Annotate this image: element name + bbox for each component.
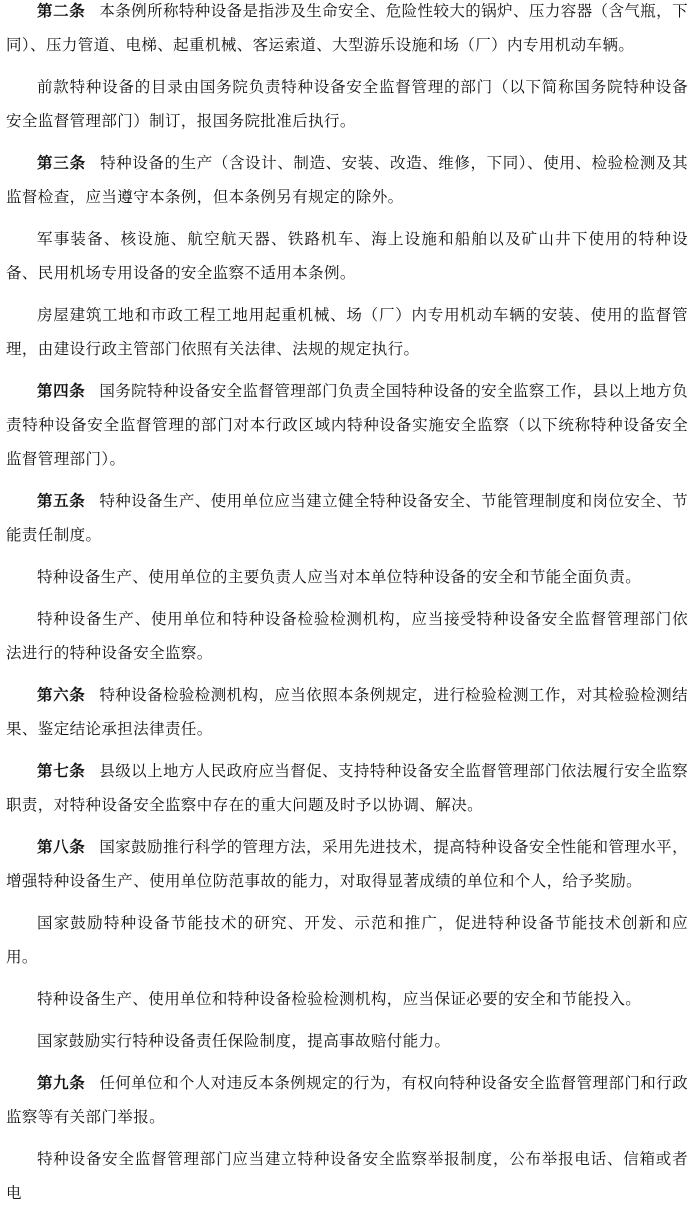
paragraph-text: 特种设备安全监督管理部门应当建立特种设备安全监察举报制度，公布举报电话、信箱或者电	[6, 1150, 688, 1202]
paragraph	[0, 70, 700, 138]
paragraph-text: 国家鼓励实行特种设备责任保险制度，提高事故赔付能力。	[37, 1032, 451, 1050]
paragraph-text: 国务院特种设备安全监督管理部门负责全国特种设备的安全监察工作，县以上地方负责特种设备安全监督管理的部门对本行政区域内特种设备实施安全监察（以下统称特种设备安全监督管理部门）。	[6, 382, 688, 468]
paragraph-text: 军事装备、核设施、航空航天器、铁路机车、海上设施和船舶以及矿山井下使用的特种设备、民用机场专用设备的安全监察不适用本条例。	[6, 230, 688, 282]
paragraph-article-6	[0, 678, 700, 746]
paragraph	[0, 222, 700, 290]
article-heading: 第九条	[37, 1074, 86, 1092]
article-heading: 第七条	[37, 762, 86, 780]
article-heading: 第二条	[37, 2, 86, 20]
paragraph-article-4	[0, 374, 700, 476]
paragraph-article-3	[0, 146, 700, 214]
paragraph	[0, 298, 700, 366]
article-heading: 第八条	[37, 838, 86, 856]
paragraph	[0, 982, 700, 1016]
article-heading: 第三条	[37, 154, 86, 172]
paragraph-text: 县级以上地方人民政府应当督促、支持特种设备安全监督管理部门依法履行安全监察职责，对特种设备安全监察中存在的重大问题及时予以协调、解决。	[6, 762, 688, 814]
paragraph-article-9	[0, 1066, 700, 1134]
paragraph-text: 任何单位和个人对违反本条例规定的行为，有权向特种设备安全监督管理部门和行政监察等有关部门举报。	[6, 1074, 688, 1126]
paragraph-article-8	[0, 830, 700, 898]
paragraph-text: 国家鼓励特种设备节能技术的研究、开发、示范和推广，促进特种设备节能技术创新和应用。	[6, 914, 688, 966]
paragraph	[0, 1142, 700, 1210]
paragraph-text: 本条例所称特种设备是指涉及生命安全、危险性较大的锅炉、压力容器（含气瓶，下同）、压力管道、电梯、起重机械、客运索道、大型游乐设施和场（厂）内专用机动车辆。	[6, 2, 688, 54]
article-heading: 第五条	[37, 492, 86, 510]
paragraph-text: 特种设备生产、使用单位和特种设备检验检测机构，应当接受特种设备安全监督管理部门依法进行的特种设备安全监察。	[6, 610, 688, 662]
paragraph-article-2	[0, 0, 700, 62]
article-heading: 第六条	[37, 686, 86, 704]
paragraph-text: 房屋建筑工地和市政工程工地用起重机械、场（厂）内专用机动车辆的安装、使用的监督管理，由建设行政主管部门依照有关法律、法规的规定执行。	[6, 306, 688, 358]
paragraph	[0, 602, 700, 670]
paragraph	[0, 906, 700, 974]
paragraph	[0, 1024, 700, 1058]
paragraph-text: 特种设备生产、使用单位和特种设备检验检测机构，应当保证必要的安全和节能投入。	[37, 990, 642, 1008]
paragraph-article-5	[0, 484, 700, 552]
paragraph-text: 特种设备检验检测机构，应当依照本条例规定，进行检验检测工作，对其检验检测结果、鉴定结论承担法律责任。	[6, 686, 688, 738]
paragraph	[0, 560, 700, 594]
paragraph-text: 特种设备的生产（含设计、制造、安装、改造、维修，下同）、使用、检验检测及其监督检查，应当遵守本条例，但本条例另有规定的除外。	[6, 154, 688, 206]
paragraph-text: 国家鼓励推行科学的管理方法，采用先进技术，提高特种设备安全性能和管理水平，增强特种设备生产、使用单位防范事故的能力，对取得显著成绩的单位和个人，给予奖励。	[6, 838, 688, 890]
paragraph-text: 特种设备生产、使用单位应当建立健全特种设备安全、节能管理制度和岗位安全、节能责任制度。	[6, 492, 688, 544]
article-heading: 第四条	[37, 382, 86, 400]
paragraph-article-7	[0, 754, 700, 822]
paragraph-text: 前款特种设备的目录由国务院负责特种设备安全监督管理的部门（以下简称国务院特种设备安全监督管理部门）制订，报国务院批准后执行。	[6, 78, 688, 130]
paragraph-text: 特种设备生产、使用单位的主要负责人应当对本单位特种设备的安全和节能全面负责。	[37, 568, 642, 586]
